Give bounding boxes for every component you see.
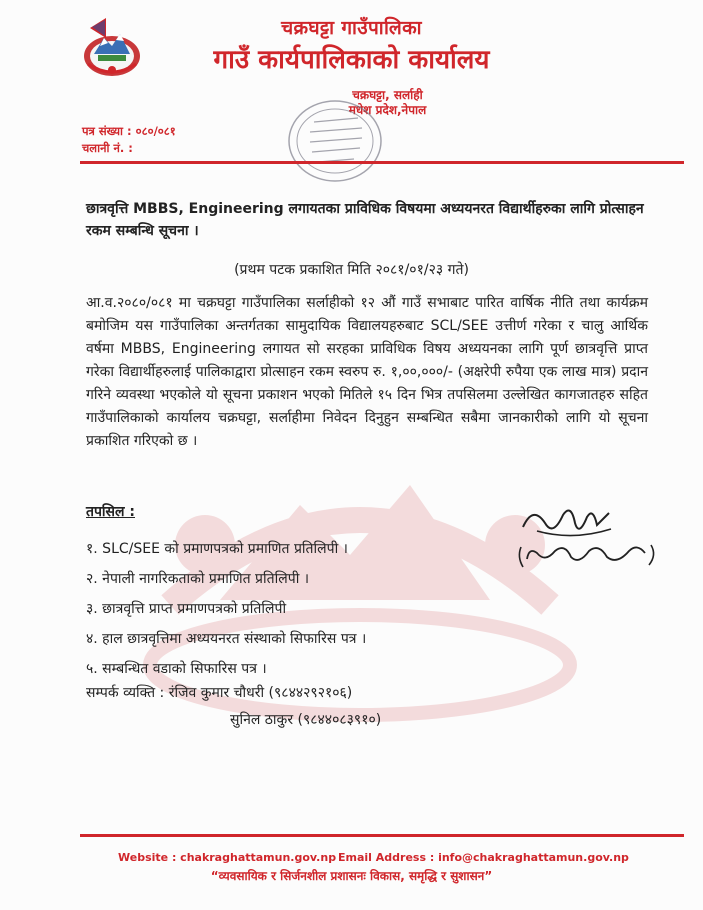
required-documents-list [86, 538, 366, 688]
office-location: चक्रघट्टा, सर्लाही [352, 88, 423, 102]
footer-slogan: “व्यवसायिक र सिर्जनशील प्रशासनः विकास, समृद्धि र सुशासन” [210, 869, 493, 883]
list-item: ३. छात्रवृत्ति प्राप्त प्रमाणपत्रको प्रतिलिपी [86, 601, 287, 617]
letter-number: पत्र संख्या : ०८०/०८१ [82, 124, 176, 138]
footer-email: Email Address : info@chakraghattamun.gov.np [338, 851, 629, 864]
contact-person-1: सम्पर्क व्यक्ति : रंजिव कुमार चौधरी (९८४४२९२१०६) [86, 685, 353, 701]
header-divider [80, 161, 684, 164]
notice-body: आ.व.२०८०/०८१ मा चक्रघट्टा गाउँपालिका सर्लाहीको १२ औं गाउँ सभाबाट पारित वार्षिक नीति तथा कार्यक्रम बमोजिम यस गाउँपालिका अन्तर्गतका सामुदायिक विद्यालयहरुबाट SCL/SEE उत्तीर्ण गरेका र चालु आर्थिक वर्षमा MBBS, Engineering लगायत सो सरहका प्राविधिक विषय अध्ययनका लागि पूर्ण छात्रवृत्ति प्राप्त गरेका विद्यार्थीहरुलाई पालिकाद्वारा प्रोत्साहन रकम स्वरुप रु. १,००,०००/- (अक्षरेपी रुपैया एक लाख मात्र) प्रदान गरिने व्यवस्था भएकोले यो सूचना प्रकाशन भएको मितिले १५ दिन भित्र तपसिलमा उल्लेखित कागजातहरु सहित गाउँपालिकाको कार्यालय चक्रघट्टा, सर्लाहीमा निवेदन दिनुहुन सम्बन्धित सबैमा जानकारीको लागि यो सूचना प्रकाशित गरिएको छ । [86, 295, 648, 449]
footer-divider [80, 834, 684, 837]
office-stamp [286, 98, 384, 184]
list-item: ४. हाल छात्रवृत्तिमा अध्ययनरत संस्थाको सिफारिस पत्र । [86, 631, 367, 647]
contact-person-2: सुनिल ठाकुर (९८४४०८३९१०) [230, 712, 382, 728]
details-heading: तपसिल : [86, 504, 135, 520]
office-province: मधेश प्रदेश,नेपाल [348, 103, 427, 117]
officer-signature [513, 503, 663, 581]
list-item: १. SLC/SEE को प्रमाणपत्रको प्रमाणित प्रतिलिपी । [86, 541, 348, 557]
municipality-name: चक्रघट्टा गाउँपालिका [281, 17, 422, 39]
list-item: ५. सम्बन्धित वडाको सिफारिस पत्र । [86, 661, 267, 677]
list-item: २. नेपाली नागरिकताको प्रमाणित प्रतिलिपी । [86, 571, 310, 587]
publication-date: (प्रथम पटक प्रकाशित मिति २०८१/०१/२३ गते) [234, 262, 469, 278]
notice-subject: छात्रवृत्ति MBBS, Engineering लगायतका प्राविधिक विषयमा अध्ययनरत विद्यार्थीहरुका लागि प्रोत्साहन रकम सम्बन्धि सूचना । [86, 201, 644, 239]
dispatch-number: चलानी नं. : [82, 141, 133, 155]
footer-website: Website : chakraghattamun.gov.np [118, 851, 337, 864]
office-title: गाउँ कार्यपालिकाको कार्यालय [213, 45, 490, 75]
